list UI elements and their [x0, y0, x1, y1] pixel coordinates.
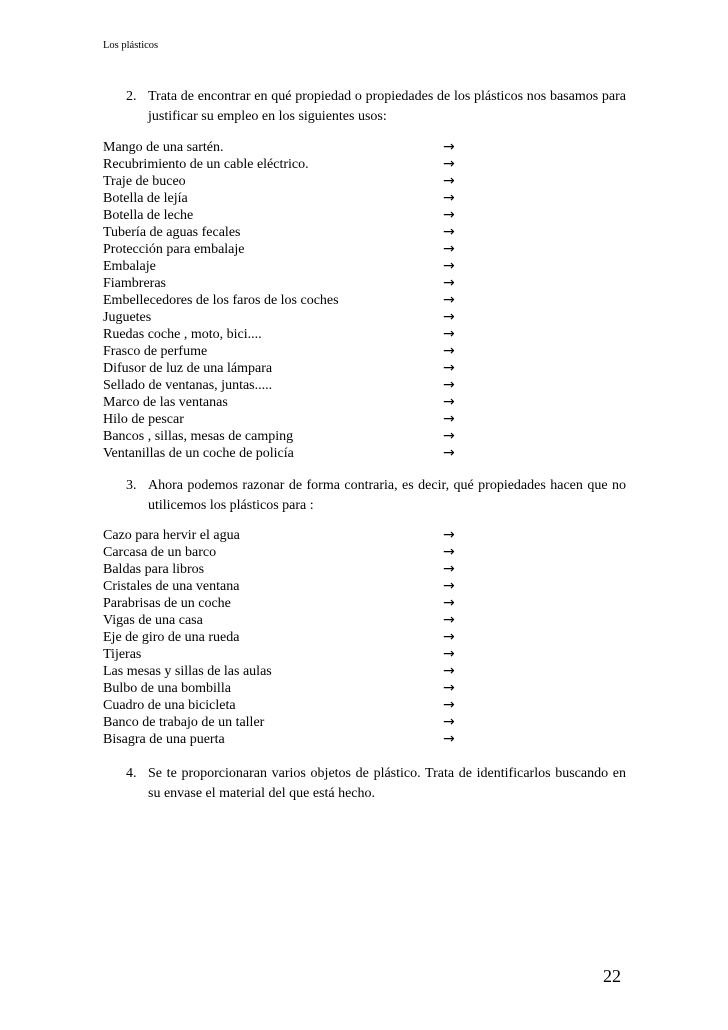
list-item-label: Vigas de una casa — [103, 613, 203, 628]
list-item-label: Cristales de una ventana — [103, 579, 240, 594]
list-item-label: Botella de leche — [103, 208, 194, 223]
list-item — [103, 326, 523, 343]
list-item — [103, 207, 523, 224]
arrow-right-icon: → — [443, 207, 455, 223]
arrow-right-icon: → — [443, 663, 455, 679]
list-item — [103, 224, 523, 241]
question-2 — [126, 87, 626, 127]
list-item — [103, 680, 523, 697]
list-item — [103, 411, 523, 428]
list-item-label: Ruedas coche , moto, bici.... — [103, 327, 262, 342]
question-4-number: 4. — [126, 766, 137, 781]
list-item-label: Recubrimiento de un cable eléctrico. — [103, 157, 309, 172]
arrow-right-icon: → — [443, 326, 455, 342]
list-item-label: Juguetes — [103, 310, 152, 325]
list-item — [103, 360, 523, 377]
list-item — [103, 156, 523, 173]
arrow-right-icon: → — [443, 595, 455, 611]
arrow-right-icon: → — [443, 377, 455, 393]
arrow-right-icon: → — [443, 612, 455, 628]
list-item-label: Hilo de pescar — [103, 412, 184, 427]
list-item-label: Ventanillas de un coche de policía — [103, 446, 294, 461]
arrow-right-icon: → — [443, 360, 455, 376]
arrow-right-icon: → — [443, 646, 455, 662]
list-item — [103, 697, 523, 714]
list-item-label: Botella de lejía — [103, 191, 188, 206]
list-item-label: Bulbo de una bombilla — [103, 681, 231, 696]
arrow-right-icon: → — [443, 241, 455, 257]
arrow-right-icon: → — [443, 731, 455, 747]
list-item — [103, 258, 523, 275]
arrow-right-icon: → — [443, 544, 455, 560]
list-item-label: Protección para embalaje — [103, 242, 245, 257]
list-item-label: Frasco de perfume — [103, 344, 208, 359]
arrow-right-icon: → — [443, 275, 455, 291]
list-item — [103, 578, 523, 595]
list-item — [103, 646, 523, 663]
list-item — [103, 190, 523, 207]
arrow-right-icon: → — [443, 680, 455, 696]
question-2-number: 2. — [126, 89, 137, 104]
non-uses-list — [103, 527, 523, 748]
list-item-label: Difusor de luz de una lámpara — [103, 361, 273, 376]
list-item — [103, 343, 523, 360]
list-item — [103, 377, 523, 394]
arrow-right-icon: → — [443, 139, 455, 155]
question-3-number: 3. — [126, 478, 137, 493]
list-item-label: Bisagra de una puerta — [103, 732, 225, 747]
list-item-label: Sellado de ventanas, juntas..... — [103, 378, 273, 393]
list-item-label: Baldas para libros — [103, 562, 205, 577]
arrow-right-icon: → — [443, 578, 455, 594]
arrow-right-icon: → — [443, 527, 455, 543]
arrow-right-icon: → — [443, 258, 455, 274]
arrow-right-icon: → — [443, 343, 455, 359]
uses-list — [103, 139, 523, 462]
arrow-right-icon: → — [443, 309, 455, 325]
list-item — [103, 561, 523, 578]
arrow-right-icon: → — [443, 156, 455, 172]
list-item-label: Traje de buceo — [103, 174, 186, 189]
question-4 — [126, 764, 626, 804]
list-item-label: Cazo para hervir el agua — [103, 528, 240, 543]
list-item — [103, 445, 523, 462]
arrow-right-icon: → — [443, 697, 455, 713]
arrow-right-icon: → — [443, 714, 455, 730]
list-item — [103, 527, 523, 544]
list-item-label: Embellecedores de los faros de los coches — [103, 293, 339, 308]
list-item — [103, 629, 523, 646]
list-item-label: Embalaje — [103, 259, 156, 274]
list-item — [103, 139, 523, 156]
arrow-right-icon: → — [443, 561, 455, 577]
list-item — [103, 595, 523, 612]
arrow-right-icon: → — [443, 629, 455, 645]
list-item-label: Bancos , sillas, mesas de camping — [103, 429, 294, 444]
arrow-right-icon: → — [443, 394, 455, 410]
arrow-right-icon: → — [443, 190, 455, 206]
list-item — [103, 241, 523, 258]
list-item — [103, 309, 523, 326]
list-item — [103, 663, 523, 680]
arrow-right-icon: → — [443, 428, 455, 444]
list-item — [103, 275, 523, 292]
list-item — [103, 714, 523, 731]
list-item-label: Banco de trabajo de un taller — [103, 715, 265, 730]
list-item — [103, 394, 523, 411]
running-header: Los plásticos — [103, 40, 159, 51]
list-item — [103, 428, 523, 445]
list-item-label: Tijeras — [103, 647, 142, 662]
list-item — [103, 292, 523, 309]
arrow-right-icon: → — [443, 292, 455, 308]
question-3-text: Ahora podemos razonar de forma contraria, es decir, qué propiedades hacen que no utilicemos los plásticos para : — [148, 478, 626, 513]
arrow-right-icon: → — [443, 411, 455, 427]
question-3 — [126, 476, 626, 516]
question-2-text: Trata de encontrar en qué propiedad o propiedades de los plásticos nos basamos para justificar su empleo en los siguientes usos: — [148, 89, 626, 124]
list-item-label: Parabrisas de un coche — [103, 596, 231, 611]
list-item — [103, 173, 523, 190]
list-item-label: Tubería de aguas fecales — [103, 225, 241, 240]
list-item-label: Marco de las ventanas — [103, 395, 228, 410]
list-item-label: Mango de una sartén. — [103, 140, 224, 155]
list-item-label: Fiambreras — [103, 276, 166, 291]
page-number: 22 — [603, 966, 621, 986]
question-4-text: Se te proporcionaran varios objetos de plástico. Trata de identificarlos buscando en su envase el material del que está hecho. — [148, 766, 626, 801]
list-item — [103, 544, 523, 561]
list-item-label: Carcasa de un barco — [103, 545, 217, 560]
list-item-label: Cuadro de una bicicleta — [103, 698, 236, 713]
list-item-label: Las mesas y sillas de las aulas — [103, 664, 272, 679]
arrow-right-icon: → — [443, 445, 455, 461]
list-item — [103, 731, 523, 748]
arrow-right-icon: → — [443, 173, 455, 189]
list-item — [103, 612, 523, 629]
list-item-label: Eje de giro de una rueda — [103, 630, 240, 645]
arrow-right-icon: → — [443, 224, 455, 240]
